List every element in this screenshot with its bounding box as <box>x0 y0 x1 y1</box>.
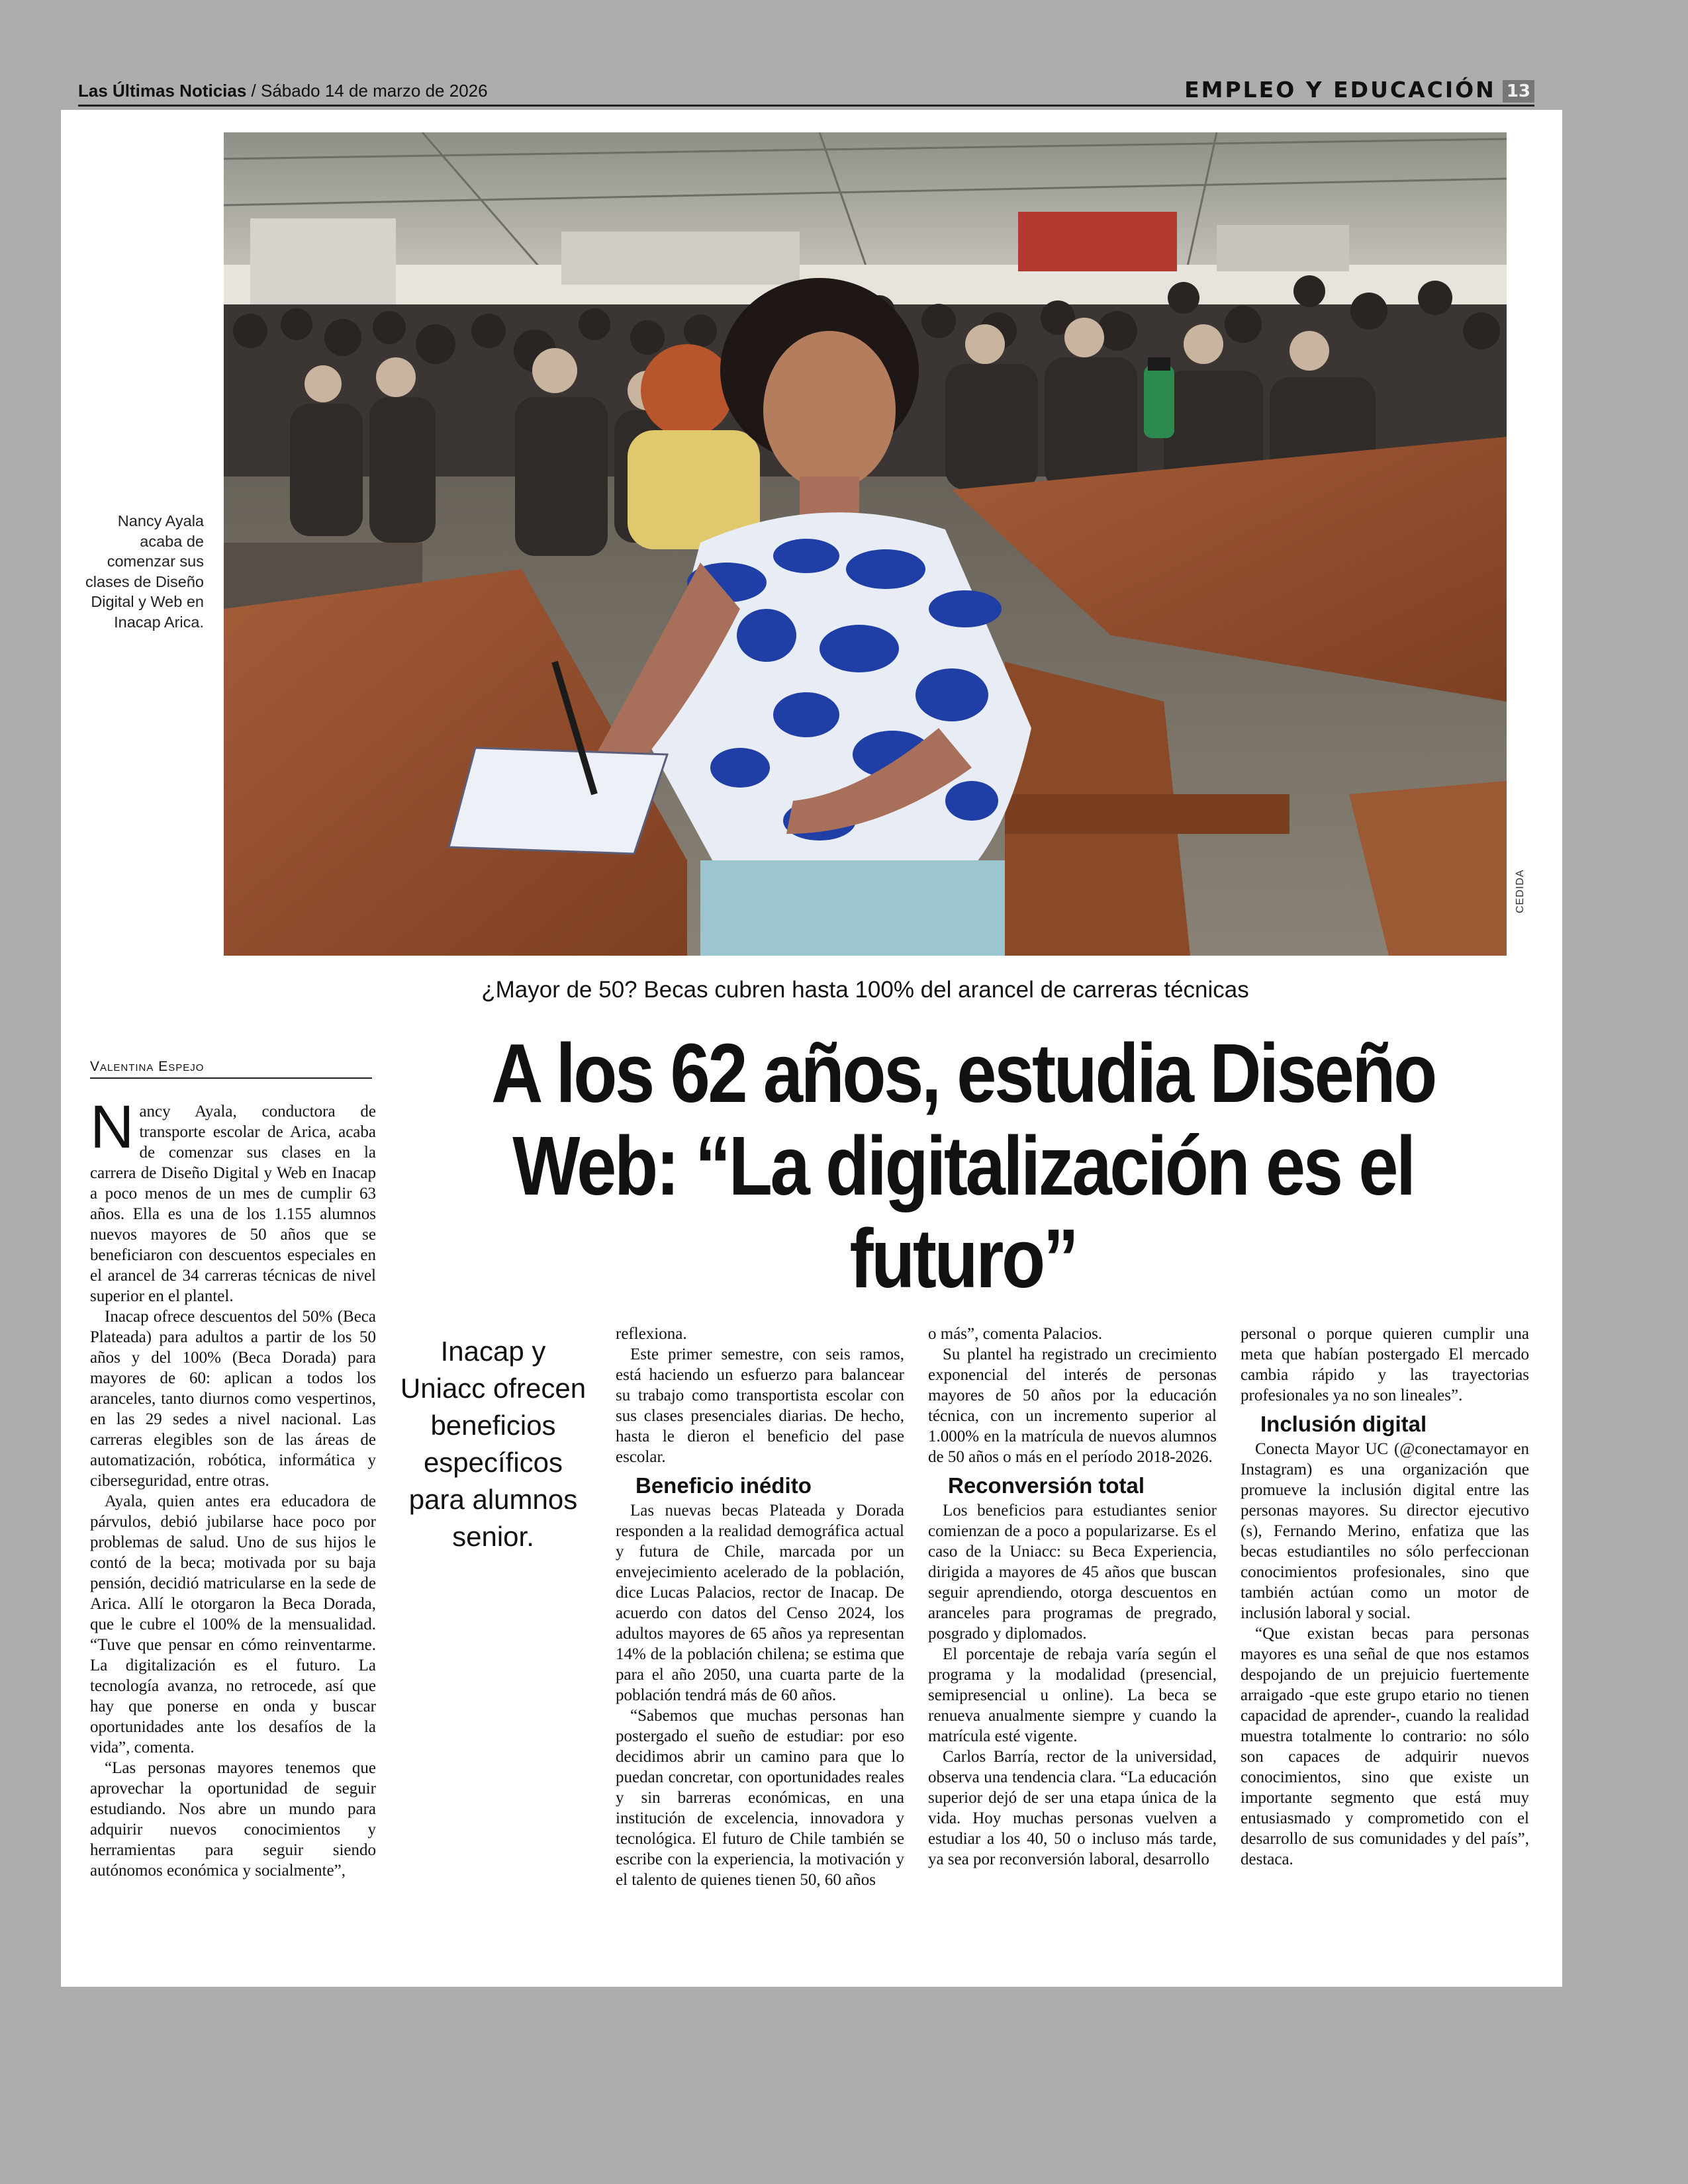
paragraph: Conecta Mayor UC (@conectamayor en Instagram) es una organización que promueve la inclusión digital entre las personas mayores. Su director ejecutivo (s), Fernando Merino, enfatiza que las becas estudiantiles no sólo perfeccionan conocimientos profesionales, sino que también actúan como un motor de inclusión laboral y social. <box>1241 1440 1529 1622</box>
column-1 <box>90 1093 376 1881</box>
column-3 <box>928 1324 1217 1870</box>
page-number: 13 <box>1503 80 1534 103</box>
headline: A los 62 años, estudia Diseño Web: “La digitalización es el futuro” <box>491 1026 1435 1305</box>
paragraph <box>90 1093 376 1306</box>
section-title <box>1184 77 1534 103</box>
paper-name: Las Últimas Noticias <box>78 81 247 101</box>
column-4 <box>1241 1324 1529 1870</box>
paragraph: o más”, comenta Palacios. <box>928 1325 1103 1343</box>
paragraph: Inacap ofrece descuentos del 50% (Beca Plateada) para adultos a partir de los 50 años y del 100% (Beca Dorada) para mayores de 60: aplican a todos los aranceles, tanto diurnos como vespertinos, en las 29 sedes a nivel nacional. Las carreras elegibles son de las áreas de automatización, robótica, informática y ciberseguridad, entre otras. <box>90 1308 376 1490</box>
paragraph: “Sabemos que muchas personas han postergado el sueño de estudiar: por eso decidimos abrir un camino para que lo puedan concretar, con oportunidades reales y sin barreras económicas, en una institución de excelencia, innovadora y tecnológica. El futuro de Chile también se escribe con la experiencia, la motivación y el talento de quienes tienen 50, 60 años <box>616 1707 904 1889</box>
issue-date: Sábado 14 de marzo de 2026 <box>260 81 488 101</box>
paragraph: Los beneficios para estudiantes senior comienzan de a poco a popularizarse. Es el caso de la Uniacc: su Beca Experiencia, dirigida a mayores de 45 años que buscan seguir aprendiendo, otorga descuentos en aranceles para programas de pregrado, posgrado y diplomados. <box>928 1502 1217 1643</box>
masthead-rule <box>78 105 1534 107</box>
photo-illustration <box>224 132 1507 956</box>
paragraph: reflexiona. <box>616 1325 687 1343</box>
article-photo <box>224 132 1507 956</box>
subheading: Inclusión digital <box>1260 1412 1427 1436</box>
dropcap: N <box>90 1093 134 1161</box>
subheading: Beneficio inédito <box>635 1473 812 1498</box>
masthead-left <box>78 81 488 101</box>
column-2 <box>616 1324 904 1890</box>
byline-name: Valentina Espejo <box>90 1059 205 1074</box>
paragraph: Ayala, quien antes era educadora de párvulos, debió jubilarse hace poco por problemas de salud. Uno de sus hijos le contó de la beca; motivada por su baja pensión, decidió matricularse en la sede de Arica. Allí le otorgaron la Beca Dorada, que le cubre el 100% de la mensualidad. “Tuve que pensar en cómo reinventarme. La digitalización es el futuro. La tecnología avanza, no retrocede, así que hay que ponerse en onda y buscar oportunidades ante los desafíos de la vida”, comenta. <box>90 1492 376 1756</box>
subheading: Reconversión total <box>948 1473 1145 1498</box>
paragraph: Este primer semestre, con seis ramos, está haciendo un esfuerzo para balancear su trabajo como transportista escolar con sus clases presenciales diarias. De hecho, hasta le dieron el beneficio del pase escolar. <box>616 1345 904 1466</box>
paragraph: Carlos Barría, rector de la universidad, observa una tendencia clara. “La educación superior dejó de ser una etapa única de la vida. Hoy muchas personas vuelven a estudiar a los 40, 50 o incluso más tarde, ya sea por reconversión laboral, desarrollo <box>928 1748 1217 1868</box>
byline <box>90 1059 372 1079</box>
paragraph: “Las personas mayores tenemos que aprovechar la oportunidad de seguir estudiando. Nos abre un mundo para adquirir nuevos conocimientos y herramientas para seguir siendo autónomos económica y socialmente”, <box>90 1759 376 1880</box>
paragraph: El porcentaje de rebaja varía según el programa y la modalidad (presencial, semipresencial u online). La beca se renueva anualmente siempre y cuando la matrícula esté vigente. <box>928 1645 1217 1745</box>
section-name: EMPLEO Y EDUCACIÓN <box>1184 77 1496 103</box>
pull-quote: Inacap y Uniacc ofrecen beneficios específicos para alumnos senior. <box>400 1336 586 1552</box>
paragraph: Las nuevas becas Plateada y Dorada responden a la realidad demográfica actual y futura de Chile, marcada por un envejecimiento acelerado de la población, dice Lucas Palacios, rector de Inacap. De acuerdo con datos del Censo 2024, los adultos mayores de 65 años ya representan 14% de la población chilena; se estima que para el año 2050, una cuarta parte de la población tendrá más de 60 años. <box>616 1502 904 1704</box>
masthead-separator: / <box>246 81 261 101</box>
photo-credit: CEDIDA <box>1515 869 1526 913</box>
kicker: ¿Mayor de 50? Becas cubren hasta 100% del arancel de carreras técnicas <box>481 977 1249 1003</box>
photo-caption: Nancy Ayala acaba de comenzar sus clases de Diseño Digital y Web en Inacap Arica. <box>85 512 204 631</box>
paragraph: personal o porque quieren cumplir una meta que habían postergado El mercado cambia rápido y las trayectorias profesionales ya no son lineales”. <box>1241 1325 1529 1404</box>
paragraph-text: ancy Ayala, conductora de transporte escolar de Arica, acaba de comenzar sus clases en la carrera de Diseño Digital y Web en Inacap a poco menos de un mes de cumplir 63 años. Ella es una de los 1.155 alumnos nuevos mayores de 50 años que se beneficiaron con descuentos especiales en el arancel de 34 carreras técnicas de nivel superior en el plantel. <box>90 1103 376 1305</box>
paragraph: Su plantel ha registrado un crecimiento exponencial del interés de personas mayores de 50 años por la educación técnica, con un incremento superior al 1.000% en la matrícula de nuevos alumnos de 50 años o más en el período 2018-2026. <box>928 1345 1217 1466</box>
paragraph: “Que existan becas para personas mayores es una señal de que nos estamos despojando de un prejuicio fuertemente arraigado -que este grupo etario no tienen capacidad de aprender-, cuando la realidad muestra totalmente lo contrario: no sólo son capaces de adquirir nuevos conocimientos, sino que existe un importante segmento que está muy entusiasmado y comprometido con el desarrollo de sus comunidades y del país”, destaca. <box>1241 1625 1529 1868</box>
